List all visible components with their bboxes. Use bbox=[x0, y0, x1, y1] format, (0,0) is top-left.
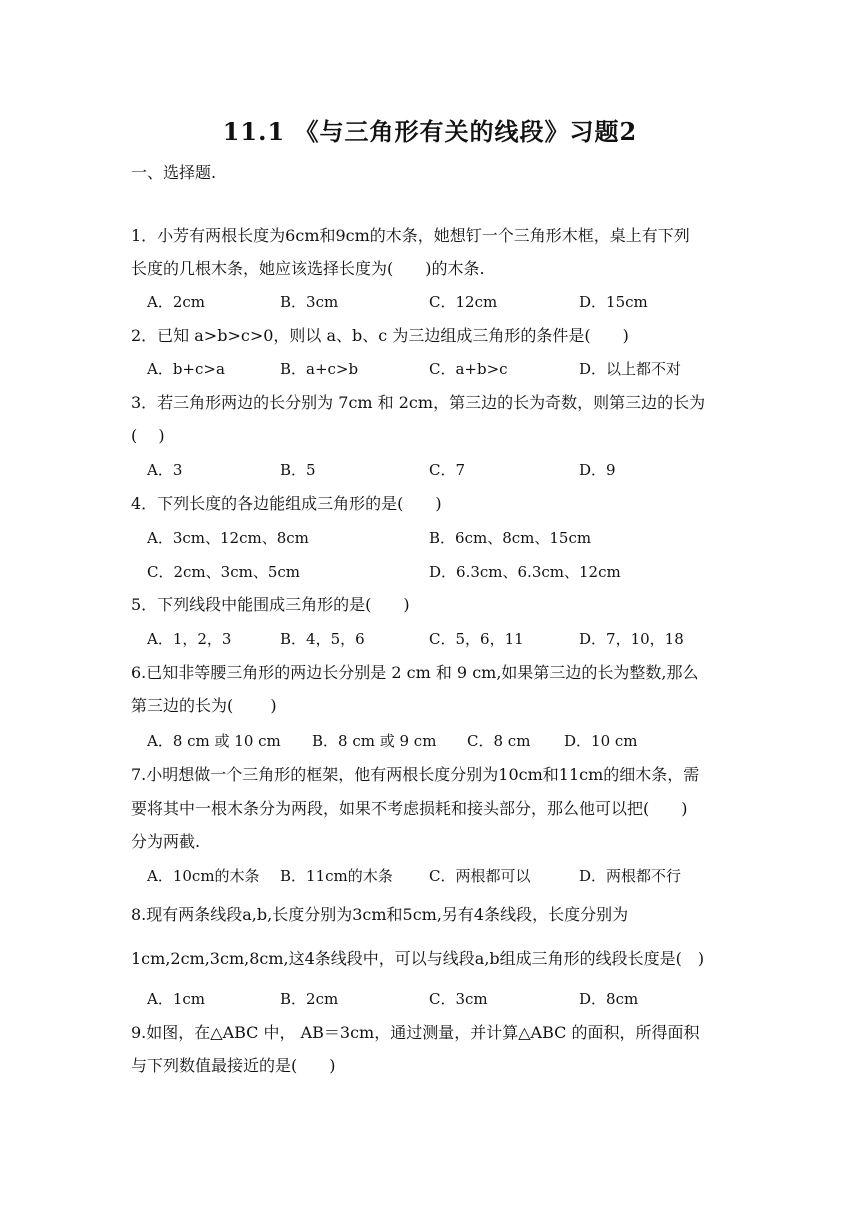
question-8-option-c: C．3cm bbox=[429, 990, 488, 1008]
question-2-option-d: D．以上都不对 bbox=[579, 360, 682, 378]
question-3-option-c: C．7 bbox=[429, 461, 466, 479]
question-8-line-1: 8.现有两条线段a,b,长度分别为3cm和5cm,另有4条线段，长度分别为 bbox=[131, 905, 629, 924]
question-2-line-1: 2．已知 a>b>c>0，则以 a、b、c 为三边组成三角形的条件是( ) bbox=[131, 326, 629, 345]
question-7-line-1: 7.小明想做一个三角形的框架，他有两根长度分别为10cm和11cm的细木条，需 bbox=[131, 765, 700, 784]
question-5-option-b: B．4，5，6 bbox=[280, 630, 365, 648]
question-9-line-2: 与下列数值最接近的是( ) bbox=[131, 1056, 336, 1075]
question-8-option-b: B．2cm bbox=[280, 990, 339, 1008]
question-7-option-b: B．11cm的木条 bbox=[280, 867, 393, 885]
question-1-option-b: B．3cm bbox=[280, 293, 339, 311]
question-2-option-a: A．b+c>a bbox=[147, 360, 225, 378]
question-5-option-c: C．5，6，11 bbox=[429, 630, 524, 648]
question-9-line-1: 9.如图，在△ABC 中， AB＝3cm，通过测量，并计算△ABC 的面积，所得面积 bbox=[131, 1023, 700, 1042]
question-4-option-c: C．2cm、3cm、5cm bbox=[147, 563, 300, 581]
question-5-option-d: D．7，10，18 bbox=[579, 630, 684, 648]
question-6-option-a: A．8 cm 或 10 cm bbox=[147, 732, 281, 750]
question-3-line-2: ( ) bbox=[131, 426, 165, 445]
section-heading: 一、选择题. bbox=[131, 163, 217, 182]
question-6-option-c: C．8 cm bbox=[467, 732, 531, 750]
question-3-option-b: B．5 bbox=[280, 461, 316, 479]
question-7-line-3: 分为两截. bbox=[131, 832, 201, 851]
question-1-option-c: C．12cm bbox=[429, 293, 498, 311]
question-1-line-1: 1．小芳有两根长度为6cm和9cm的木条，她想钉一个三角形木框，桌上有下列 bbox=[131, 226, 690, 245]
question-1-line-2: 长度的几根木条，她应该选择长度为( )的木条. bbox=[131, 259, 485, 278]
question-2-option-b: B．a+c>b bbox=[280, 360, 359, 378]
question-5-line-1: 5．下列线段中能围成三角形的是( ) bbox=[131, 595, 410, 614]
question-7-option-c: C．两根都可以 bbox=[429, 867, 531, 885]
question-7-option-a: A．10cm的木条 bbox=[147, 867, 260, 885]
question-7-option-d: D．两根都不行 bbox=[579, 867, 682, 885]
question-3-option-d: D．9 bbox=[579, 461, 616, 479]
question-8-line-2: 1cm,2cm,3cm,8cm,这4条线段中，可以与线段a,b组成三角形的线段长度是( ) bbox=[131, 949, 705, 968]
question-4-line-1: 4．下列长度的各边能组成三角形的是( ) bbox=[131, 494, 442, 513]
question-6-line-1: 6.已知非等腰三角形的两边长分别是 2 cm 和 9 cm,如果第三边的长为整数,那么 bbox=[131, 663, 699, 682]
question-6-line-2: 第三边的长为( ) bbox=[131, 696, 277, 715]
question-6-option-d: D．10 cm bbox=[564, 732, 638, 750]
question-8-option-a: A．1cm bbox=[147, 990, 206, 1008]
question-1-option-a: A．2cm bbox=[147, 293, 206, 311]
question-2-option-c: C．a+b>c bbox=[429, 360, 508, 378]
question-3-line-1: 3．若三角形两边的长分别为 7cm 和 2cm，第三边的长为奇数，则第三边的长为 bbox=[131, 393, 706, 412]
question-4-option-a: A．3cm、12cm、8cm bbox=[147, 529, 309, 547]
question-4-option-d: D．6.3cm、6.3cm、12cm bbox=[429, 563, 621, 581]
question-5-option-a: A．1，2，3 bbox=[147, 630, 232, 648]
question-1-option-d: D．15cm bbox=[579, 293, 648, 311]
question-3-option-a: A．3 bbox=[147, 461, 183, 479]
question-7-line-2: 要将其中一根木条分为两段，如果不考虑损耗和接头部分，那么他可以把( ) bbox=[131, 799, 688, 818]
question-8-option-d: D．8cm bbox=[579, 990, 639, 1008]
question-4-option-b: B．6cm、8cm、15cm bbox=[429, 529, 592, 547]
document-title: 11.1 《与三角形有关的线段》习题2 bbox=[222, 117, 638, 146]
question-6-option-b: B．8 cm 或 9 cm bbox=[312, 732, 437, 750]
